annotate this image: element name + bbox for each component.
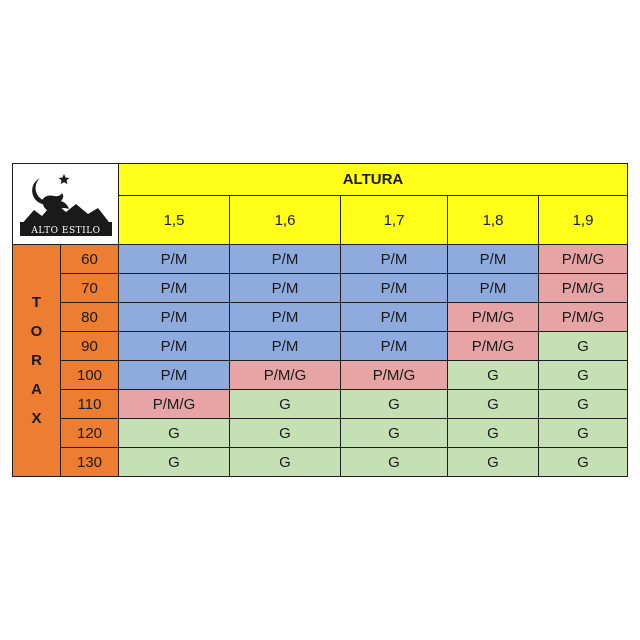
- size-cell: P/M: [341, 303, 448, 332]
- size-cell: P/M: [341, 245, 448, 274]
- size-cell: G: [341, 390, 448, 419]
- torax-letter: R: [31, 352, 42, 369]
- table-row: [13, 332, 628, 361]
- altura-header-row: [13, 164, 628, 196]
- size-cell: G: [119, 419, 230, 448]
- height-header: 1,5: [119, 196, 230, 245]
- table-row: [13, 274, 628, 303]
- size-cell: P/M/G: [539, 245, 628, 274]
- chest-size-cell: 100: [61, 361, 119, 390]
- torax-letter: A: [31, 381, 42, 398]
- chest-size-cell: 60: [61, 245, 119, 274]
- size-cell: P/M: [230, 303, 341, 332]
- size-cell: G: [539, 448, 628, 477]
- size-cell: G: [539, 390, 628, 419]
- table-row: [13, 419, 628, 448]
- size-cell: P/M/G: [341, 361, 448, 390]
- size-cell: G: [230, 419, 341, 448]
- size-cell: P/M: [119, 361, 230, 390]
- table-row: [13, 448, 628, 477]
- size-cell: P/M: [119, 303, 230, 332]
- size-cell: P/M: [341, 274, 448, 303]
- size-cell: P/M/G: [119, 390, 230, 419]
- torax-letter: O: [30, 323, 43, 340]
- size-cell: G: [341, 419, 448, 448]
- chest-size-cell: 130: [61, 448, 119, 477]
- size-cell: P/M/G: [448, 332, 539, 361]
- table-row: [13, 303, 628, 332]
- height-header: 1,9: [539, 196, 628, 245]
- chest-size-cell: 70: [61, 274, 119, 303]
- size-cell: G: [230, 448, 341, 477]
- size-cell: P/M: [119, 332, 230, 361]
- svg-text:ALTO ESTILO: ALTO ESTILO: [30, 226, 101, 236]
- size-cell: G: [539, 419, 628, 448]
- chest-size-cell: 80: [61, 303, 119, 332]
- size-cell: G: [341, 448, 448, 477]
- table-row: [13, 361, 628, 390]
- size-cell: P/M: [448, 274, 539, 303]
- size-cell: G: [448, 419, 539, 448]
- torax-header: [13, 245, 61, 477]
- altura-header: ALTURA: [119, 164, 628, 196]
- height-header: 1,7: [341, 196, 448, 245]
- size-cell: P/M: [119, 274, 230, 303]
- torax-letter: X: [31, 410, 42, 427]
- size-cell: P/M/G: [448, 303, 539, 332]
- size-cell: G: [539, 361, 628, 390]
- size-cell: P/M: [230, 245, 341, 274]
- size-cell: G: [119, 448, 230, 477]
- size-cell: P/M: [230, 274, 341, 303]
- chest-size-cell: 90: [61, 332, 119, 361]
- size-cell: P/M: [341, 332, 448, 361]
- size-cell: G: [448, 361, 539, 390]
- size-cell: G: [539, 332, 628, 361]
- size-cell: G: [230, 390, 341, 419]
- table-row: [13, 245, 628, 274]
- table-row: [13, 390, 628, 419]
- height-header: 1,8: [448, 196, 539, 245]
- size-chart-table: [12, 163, 628, 477]
- brand-logo: [13, 164, 119, 245]
- moon-mountain-logo-icon: [14, 164, 118, 240]
- chest-size-cell: 120: [61, 419, 119, 448]
- size-cell: P/M/G: [230, 361, 341, 390]
- size-cell: P/M: [230, 332, 341, 361]
- size-cell: P/M/G: [539, 274, 628, 303]
- torax-letter: T: [31, 294, 42, 311]
- size-cell: P/M: [119, 245, 230, 274]
- size-cell: P/M/G: [539, 303, 628, 332]
- size-cell: G: [448, 448, 539, 477]
- chest-size-cell: 110: [61, 390, 119, 419]
- size-cell: G: [448, 390, 539, 419]
- height-header: 1,6: [230, 196, 341, 245]
- size-cell: P/M: [448, 245, 539, 274]
